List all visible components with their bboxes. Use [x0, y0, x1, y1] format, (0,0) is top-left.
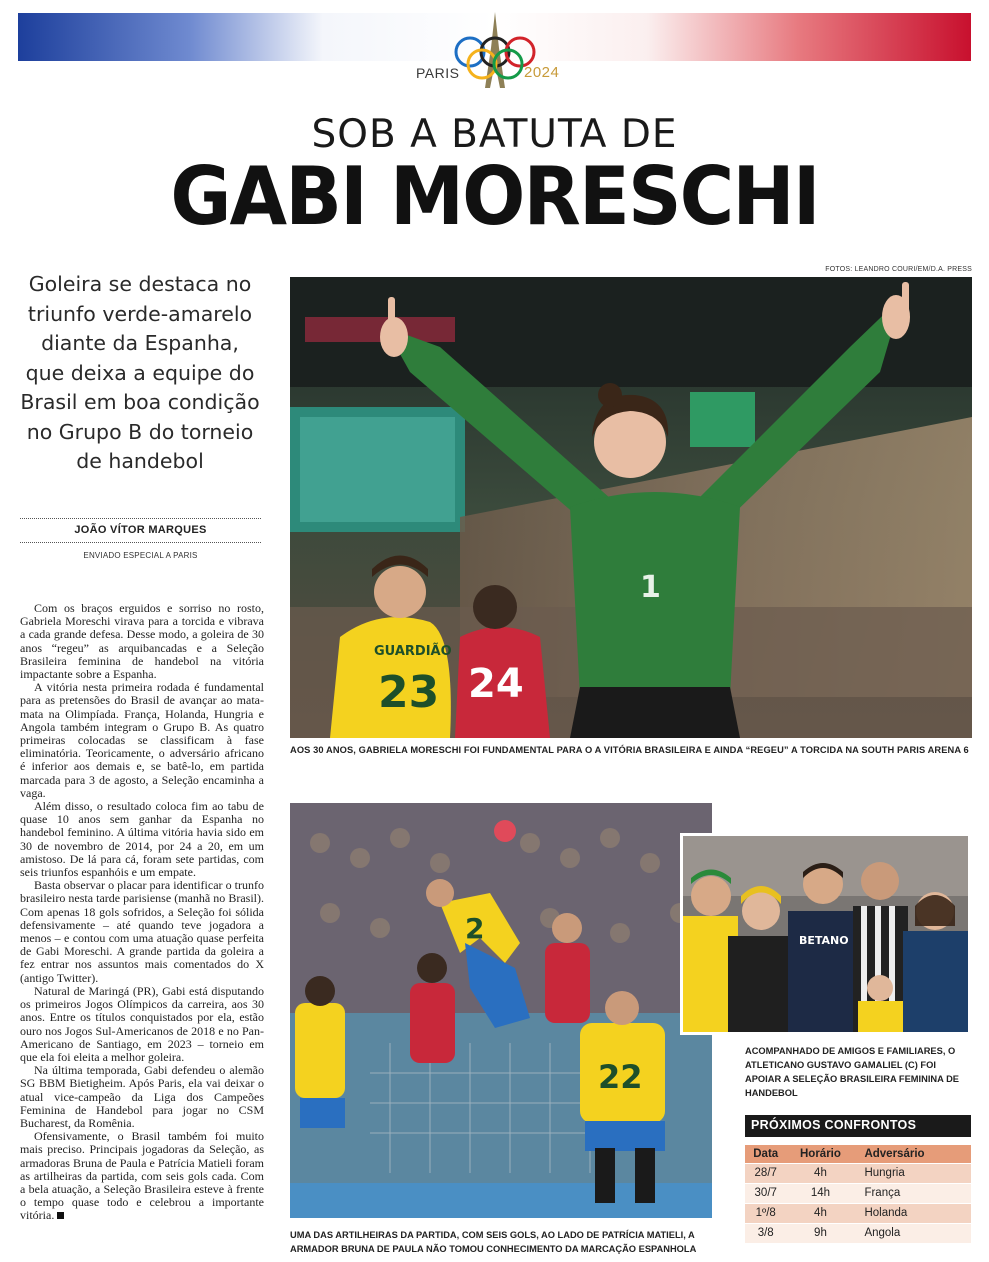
col-time: Horário	[786, 1145, 854, 1163]
jersey-number-1: 1	[640, 570, 661, 605]
table-row	[745, 1163, 971, 1183]
fans-photo	[680, 833, 971, 1035]
paragraph-text: Ofensivamente, o Brasil também foi muito mais preciso. Principais jogadoras da Seleção, as armadoras Bruna de Paula e Patrícia Matieli foram as artilheiras da partida, com seis gols cada. Com a bela atuação, a Seleção Brasileira esteve à frente o tempo quase todo e celebrou a importante vitória.	[20, 1129, 264, 1223]
jersey-name: GUARDIÃO	[374, 644, 452, 659]
action-illustration	[290, 803, 712, 1218]
photo-credit: FOTOS: LEANDRO COURI/EM/D.A. PRESS	[825, 266, 972, 273]
fans-photo-caption: ACOMPANHADO DE AMIGOS E FAMILIARES, O ATLETICANO GUSTAVO GAMALIEL (C) FOI APOIAR A SELEÇÃO BRASILEIRA FEMININA DE HANDEBOL	[745, 1046, 960, 1098]
logo-city: PARIS	[416, 65, 460, 81]
table-row	[745, 1203, 971, 1223]
col-opponent: Adversário	[854, 1145, 971, 1163]
goalkeeper-photo	[290, 277, 972, 738]
jersey-number-2: 2	[465, 912, 485, 945]
byline-rule-top	[20, 518, 261, 519]
kicker-headline: SOB A BATUTA DE	[311, 112, 678, 157]
main-photo-caption: AOS 30 ANOS, GABRIELA MORESCHI FOI FUNDAMENTAL PARA O A VITÓRIA BRASILEIRA E AINDA “REGEU” A TORCIDA NA SOUTH PARIS ARENA 6	[290, 745, 969, 755]
cell-date: 1º/8	[745, 1203, 786, 1223]
cell-time: 4h	[786, 1203, 854, 1223]
table-row	[745, 1223, 971, 1243]
byline-author: JOÃO VÍTOR MARQUES	[74, 524, 207, 536]
deck-subheading: Goleira se destaca no triunfo verde-amarelo diante da Espanha, que deixa a equipe do Brasil em boa condição no Grupo B do torneio de handebol	[20, 272, 260, 473]
cell-opponent: Angola	[854, 1223, 971, 1243]
schedule-table	[745, 1145, 971, 1244]
cell-opponent: França	[854, 1183, 971, 1203]
schedule-title: PRÓXIMOS CONFRONTOS	[745, 1115, 971, 1137]
byline-role: ENVIADO ESPECIAL A PARIS	[83, 551, 198, 560]
cell-date: 3/8	[745, 1223, 786, 1243]
fans-illustration	[683, 836, 968, 1032]
cell-date: 30/7	[745, 1183, 786, 1203]
logo-year: 2024	[524, 64, 560, 81]
article-body	[20, 602, 264, 1223]
action-photo	[290, 803, 712, 1218]
cell-time: 4h	[786, 1163, 854, 1183]
paragraph: Além disso, o resultado coloca fim ao tabu de quase 10 anos sem ganhar da Espanha no handebol feminino. A última vitória havia sido em 30 de novembro de 2014, por 24 a 20, em um amistoso. De lá para cá, foram sete partidas, com seis triunfos espanhóis e um empate.	[20, 799, 264, 880]
paragraph-last	[20, 1130, 264, 1222]
jersey-number-23: 23	[378, 667, 440, 718]
paragraph: Natural de Maringá (PR), Gabi está disputando os primeiros Jogos Olímpicos da carreira, aos 30 anos. Entre os títulos conquistados por ela, estão ouro nos Jogos Sul-Americanos de 2018 e no Pan-Americano de Santiago, em 2023 – torneio em que ela foi eleita a melhor goleira.	[20, 983, 264, 1064]
cell-time: 9h	[786, 1223, 854, 1243]
cell-date: 28/7	[745, 1163, 786, 1183]
end-mark-icon	[57, 1212, 64, 1219]
cell-time: 14h	[786, 1183, 854, 1203]
paragraph: Na última temporada, Gabi defendeu o alemão SG BBM Bietigheim. Após Paris, ela vai deixar o atual vice-campeão da Liga dos Campeões Feminina de Handebol para jogar no CSM Bucharest, da Romênia.	[20, 1063, 264, 1130]
table-row	[745, 1183, 971, 1203]
byline-rule-bottom	[20, 542, 261, 543]
jersey-number-24: 24	[468, 661, 524, 707]
paragraph: Com os braços erguidos e sorriso no rosto, Gabriela Moreschi virava para a torcida e vibrava a cada grande defesa. Desse modo, a goleira de 30 anos “regeu” as arquibancadas e a Seleção Brasileira feminina de handebol na vitória impactante sobre a Espanha.	[20, 601, 264, 682]
paragraph: Basta observar o placar para identificar o trunfo brasileiro nesta tarde parisiense (manhã no Brasil). Com apenas 18 gols sofridos, a Seleção foi sólida defensivamente – até quando teve jogadora a menos – e contou com uma atuação quase perfeita de Gabi Moreschi. A grande partida da goleira a fez entrar nos assuntos mais comentados do X (antigo Twitter).	[20, 878, 264, 985]
cell-opponent: Hungria	[854, 1163, 971, 1183]
goalkeeper-illustration	[290, 277, 972, 738]
col-date: Data	[745, 1145, 786, 1163]
paragraph: A vitória nesta primeira rodada é fundamental para as pretensões do Brasil de avançar ao mata-mata na Olimpíada. França, Holanda, Hungria e Angola também integram o Grupo B. As quatro primeiras colocadas se classificam à fase eliminatória. Teoricamente, o adversário africano é inferior aos demais e, se batê-lo, em partida marcada para 3 de agosto, a Seleção encaminha a vaga.	[20, 680, 264, 800]
jersey-number-22: 22	[598, 1058, 643, 1096]
action-photo-caption: UMA DAS ARTILHEIRAS DA PARTIDA, COM SEIS GOLS, AO LADO DE PATRÍCIA MATIELI, A ARMADOR BRUNA DE PAULA NÃO TOMOU CONHECIMENTO DA MARCAÇÃO ESPANHOLA	[290, 1230, 697, 1254]
schedule-header-row	[745, 1145, 971, 1163]
main-headline: GABI MORESCHI	[170, 150, 819, 243]
cell-opponent: Holanda	[854, 1203, 971, 1223]
fans-shirt-text: BETANO	[799, 934, 849, 947]
